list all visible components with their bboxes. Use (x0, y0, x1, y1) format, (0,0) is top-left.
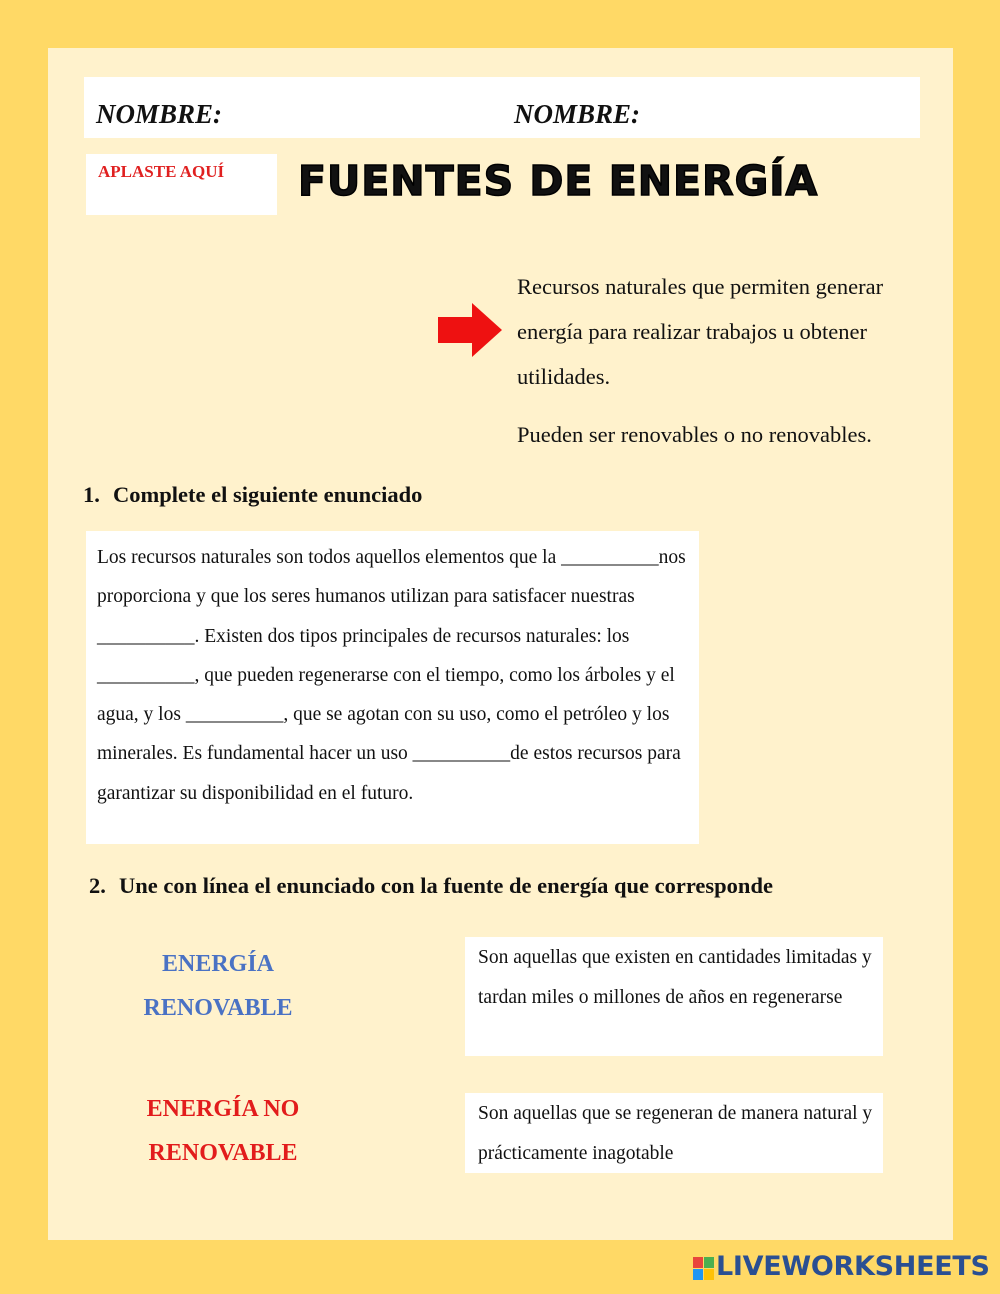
question-1-number: 1. (83, 482, 100, 507)
name-label-1: NOMBRE: (96, 99, 223, 129)
question-2-heading (89, 873, 773, 899)
fill-in-paragraph[interactable] (86, 531, 699, 844)
aplaste-aqui-button[interactable] (86, 154, 277, 215)
question-1-heading (83, 482, 422, 508)
definition-line-2: Pueden ser renovables o no renovables. (517, 422, 872, 447)
definition-text (517, 264, 947, 457)
liveworksheets-text: LIVEWORKSHEETS (716, 1251, 990, 1282)
question-2-number: 2. (89, 873, 106, 898)
match-description-2[interactable] (465, 1093, 883, 1173)
definition-line-1: Recursos naturales que permiten generar energía para realizar trabajos u obtener utilidades. (517, 274, 884, 389)
match-description-1[interactable] (465, 937, 883, 1056)
page-title: FUENTES DE ENERGÍA (298, 157, 819, 205)
liveworksheets-mark-icon (693, 1257, 715, 1281)
match-description-1-text: Son aquellas que existen en cantidades limitadas y tardan miles o millones de años en regenerarse (478, 947, 872, 1008)
fill-in-paragraph-text: Los recursos naturales son todos aquellos elementos que la __________nos proporciona y que los seres humanos utilizan para satisfacer nuestras __________. Existen dos tipos principales de recursos naturales: los __________, que pueden regenerarse con el tiempo, como los árboles y el agua, y los __________, que se agotan con su uso, como el petróleo y los minerales. Es fundamental hacer un uso __________de estos recursos para garantizar su disponibilidad en el futuro. (97, 547, 686, 804)
name-label-2: NOMBRE: (514, 99, 641, 129)
aplaste-aqui-label: APLASTE AQUÍ (98, 162, 225, 181)
question-2-title: Une con línea el enunciado con la fuente de energía que corresponde (119, 873, 773, 898)
name-row (84, 77, 920, 138)
match-description-2-text: Son aquellas que se regeneran de manera natural y prácticamente inagotable (478, 1103, 873, 1164)
question-1-title: Complete el siguiente enunciado (113, 482, 423, 507)
arrow-right-icon (438, 303, 504, 357)
energia-no-renovable-label[interactable]: ENERGÍA NO RENOVABLE (146, 1096, 300, 1166)
energia-renovable-label[interactable]: ENERGÍA RENOVABLE (143, 951, 293, 1021)
